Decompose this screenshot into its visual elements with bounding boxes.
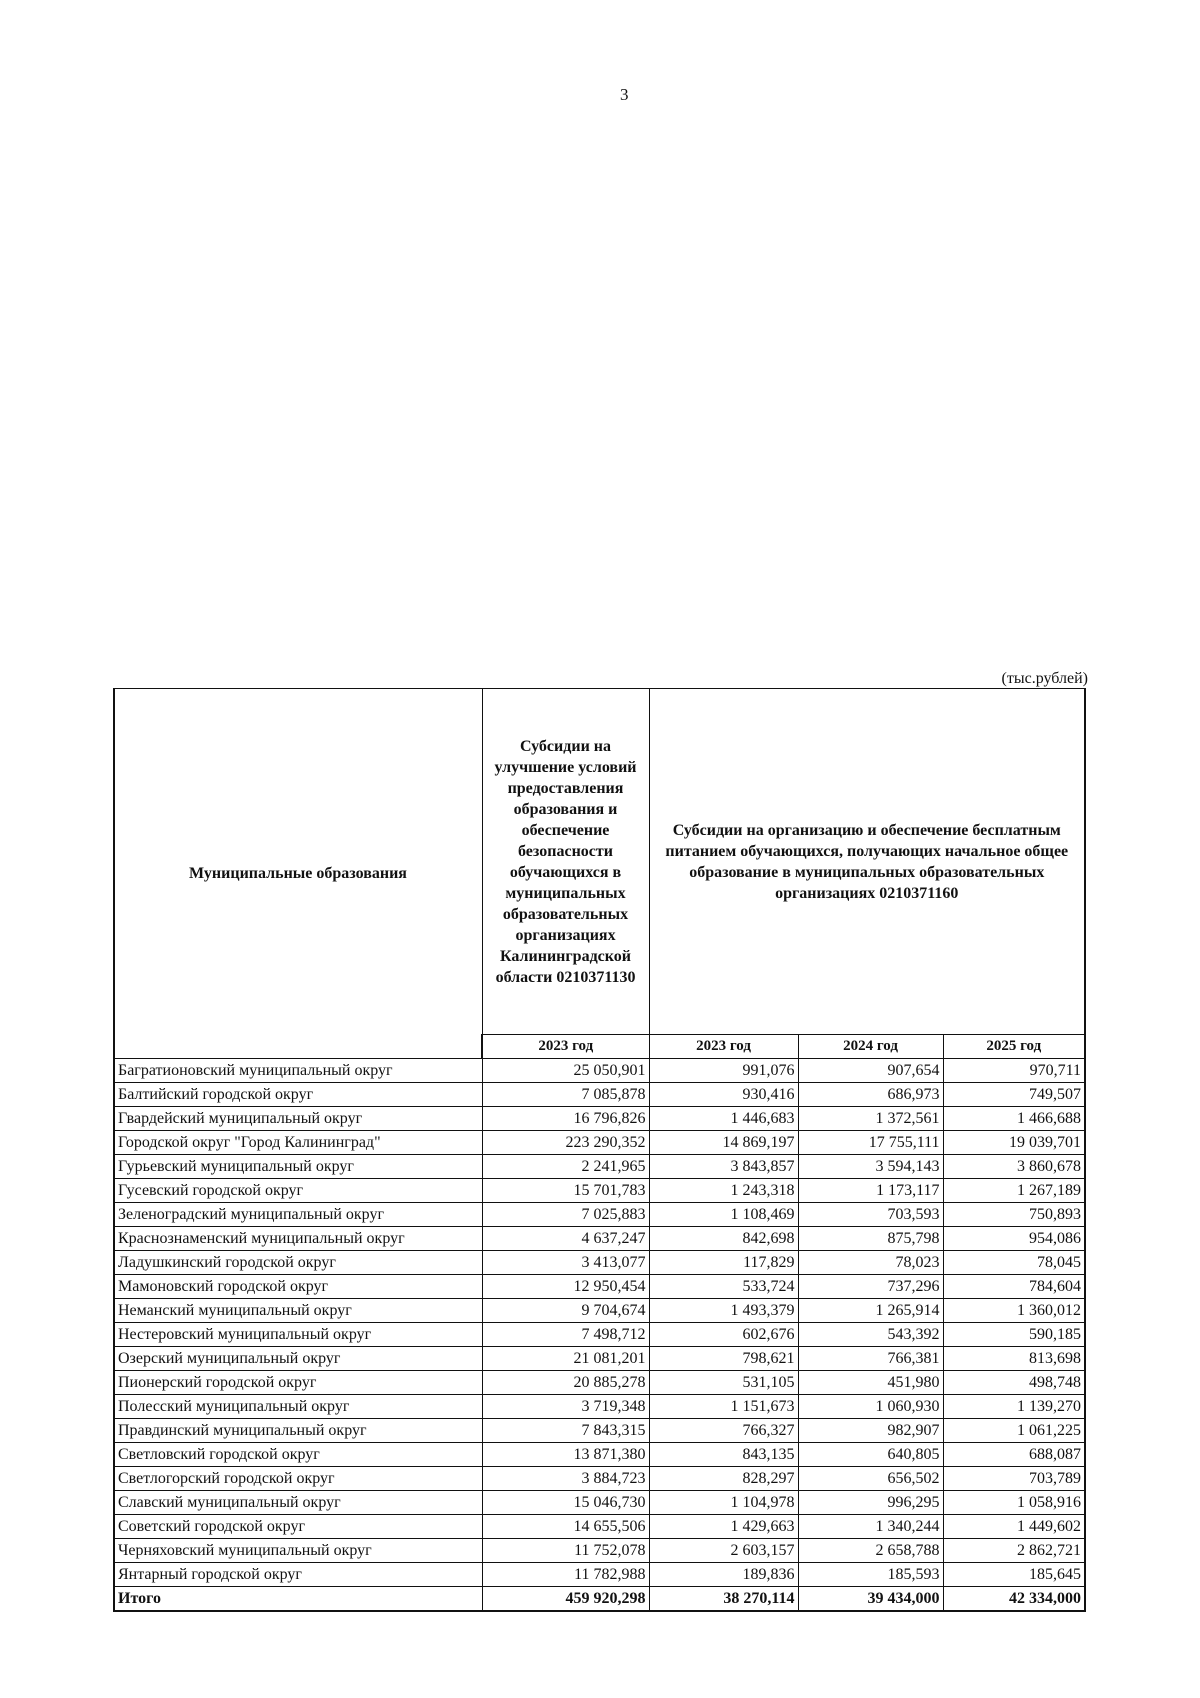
safety-2023-cell: 11 752,078 xyxy=(482,1539,649,1563)
meals-2023-cell: 2 603,157 xyxy=(649,1539,798,1563)
meals-2024-cell: 982,907 xyxy=(798,1419,943,1443)
meals-2024-cell: 640,805 xyxy=(798,1443,943,1467)
meals-2024-cell: 1 340,244 xyxy=(798,1515,943,1539)
municipality-name: Озерский муниципальный округ xyxy=(114,1347,482,1371)
meals-2025-cell: 970,711 xyxy=(943,1059,1085,1083)
safety-2023-cell: 3 719,348 xyxy=(482,1395,649,1419)
meals-subsidy-header: Субсидии на организацию и обеспечение бесплатным питанием обучающихся, получающих начальное общее образование в муниципальных образовательных организациях 0210371160 xyxy=(649,689,1085,1035)
municipality-name: Советский городской округ xyxy=(114,1515,482,1539)
table-row xyxy=(114,1107,1085,1131)
table-row xyxy=(114,1203,1085,1227)
municipality-name: Правдинский муниципальный округ xyxy=(114,1419,482,1443)
municipality-name: Славский муниципальный округ xyxy=(114,1491,482,1515)
meals-2023-cell: 533,724 xyxy=(649,1275,798,1299)
meals-2025-cell: 1 267,189 xyxy=(943,1179,1085,1203)
table-row xyxy=(114,1395,1085,1419)
meals-2024-cell: 1 173,117 xyxy=(798,1179,943,1203)
subsidies-table xyxy=(113,688,1086,1612)
municipality-name: Ладушкинский городской округ xyxy=(114,1251,482,1275)
meals-2024-cell: 1 265,914 xyxy=(798,1299,943,1323)
municipality-name: Светловский городской округ xyxy=(114,1443,482,1467)
meals-2025-cell: 2 862,721 xyxy=(943,1539,1085,1563)
total-row xyxy=(114,1587,1085,1612)
meals-2024-cell: 686,973 xyxy=(798,1083,943,1107)
meals-2024-cell: 1 060,930 xyxy=(798,1395,943,1419)
meals-2025-cell: 42 334,000 xyxy=(943,1587,1085,1612)
safety-2023-cell: 15 046,730 xyxy=(482,1491,649,1515)
municipality-name: Балтийский городской округ xyxy=(114,1083,482,1107)
safety-2023-cell: 7 025,883 xyxy=(482,1203,649,1227)
meals-2023-cell: 1 493,379 xyxy=(649,1299,798,1323)
year-header: 2023 год xyxy=(649,1035,798,1059)
safety-subsidy-header: Субсидии на улучшение условий предоставления образования и обеспечение безопасности обучающихся в муниципальных образовательных организациях Калининградской области 0210371130 xyxy=(482,689,649,1035)
municipality-name: Итого xyxy=(114,1587,482,1612)
safety-2023-cell: 7 498,712 xyxy=(482,1323,649,1347)
meals-2024-cell: 39 434,000 xyxy=(798,1587,943,1612)
meals-2023-cell: 189,836 xyxy=(649,1563,798,1587)
year-header: 2023 год xyxy=(482,1035,649,1059)
meals-2023-cell: 1 151,673 xyxy=(649,1395,798,1419)
table-row xyxy=(114,1083,1085,1107)
safety-2023-cell: 20 885,278 xyxy=(482,1371,649,1395)
meals-2025-cell: 1 449,602 xyxy=(943,1515,1085,1539)
table-row xyxy=(114,1443,1085,1467)
meals-2023-cell: 14 869,197 xyxy=(649,1131,798,1155)
meals-2024-cell: 703,593 xyxy=(798,1203,943,1227)
table-row xyxy=(114,1563,1085,1587)
meals-2023-cell: 3 843,857 xyxy=(649,1155,798,1179)
safety-2023-cell: 15 701,783 xyxy=(482,1179,649,1203)
municipality-name: Неманский муниципальный округ xyxy=(114,1299,482,1323)
meals-2025-cell: 78,045 xyxy=(943,1251,1085,1275)
table-row xyxy=(114,1491,1085,1515)
table-row xyxy=(114,1347,1085,1371)
meals-2024-cell: 543,392 xyxy=(798,1323,943,1347)
meals-2025-cell: 813,698 xyxy=(943,1347,1085,1371)
year-header: 2024 год xyxy=(798,1035,943,1059)
safety-2023-cell: 459 920,298 xyxy=(482,1587,649,1612)
meals-2025-cell: 688,087 xyxy=(943,1443,1085,1467)
table-row xyxy=(114,1227,1085,1251)
municipality-name: Гвардейский муниципальный округ xyxy=(114,1107,482,1131)
meals-2024-cell: 1 372,561 xyxy=(798,1107,943,1131)
meals-2023-cell: 828,297 xyxy=(649,1467,798,1491)
meals-2025-cell: 1 061,225 xyxy=(943,1419,1085,1443)
meals-2024-cell: 766,381 xyxy=(798,1347,943,1371)
table-row xyxy=(114,1179,1085,1203)
municipality-name: Полесский муниципальный округ xyxy=(114,1395,482,1419)
meals-2025-cell: 1 360,012 xyxy=(943,1299,1085,1323)
table-row xyxy=(114,1251,1085,1275)
meals-2025-cell: 750,893 xyxy=(943,1203,1085,1227)
unit-note: (тыс.рублей) xyxy=(1001,670,1088,687)
table-row xyxy=(114,1275,1085,1299)
municipality-name: Пионерский городской округ xyxy=(114,1371,482,1395)
municipality-name: Багратионовский муниципальный округ xyxy=(114,1059,482,1083)
meals-2023-cell: 1 446,683 xyxy=(649,1107,798,1131)
table-row xyxy=(114,1131,1085,1155)
table-row xyxy=(114,1515,1085,1539)
meals-2023-cell: 1 429,663 xyxy=(649,1515,798,1539)
header-row xyxy=(114,689,1085,1035)
meals-2023-cell: 766,327 xyxy=(649,1419,798,1443)
municipality-name: Черняховский муниципальный округ xyxy=(114,1539,482,1563)
municipality-name: Нестеровский муниципальный округ xyxy=(114,1323,482,1347)
table-row xyxy=(114,1419,1085,1443)
meals-2023-cell: 1 243,318 xyxy=(649,1179,798,1203)
table-row xyxy=(114,1059,1085,1083)
safety-2023-cell: 3 413,077 xyxy=(482,1251,649,1275)
meals-2024-cell: 78,023 xyxy=(798,1251,943,1275)
municipality-name: Зеленоградский муниципальный округ xyxy=(114,1203,482,1227)
safety-2023-cell: 12 950,454 xyxy=(482,1275,649,1299)
table-body xyxy=(114,1059,1085,1612)
safety-2023-cell: 13 871,380 xyxy=(482,1443,649,1467)
meals-2023-cell: 930,416 xyxy=(649,1083,798,1107)
meals-2023-cell: 531,105 xyxy=(649,1371,798,1395)
meals-2025-cell: 185,645 xyxy=(943,1563,1085,1587)
municipality-header: Муниципальные образования xyxy=(114,689,482,1059)
municipality-name: Янтарный городской округ xyxy=(114,1563,482,1587)
safety-2023-cell: 223 290,352 xyxy=(482,1131,649,1155)
safety-2023-cell: 21 081,201 xyxy=(482,1347,649,1371)
table-row xyxy=(114,1539,1085,1563)
municipality-name: Светлогорский городской округ xyxy=(114,1467,482,1491)
safety-2023-cell: 2 241,965 xyxy=(482,1155,649,1179)
safety-2023-cell: 7 085,878 xyxy=(482,1083,649,1107)
meals-2023-cell: 117,829 xyxy=(649,1251,798,1275)
page-number: 3 xyxy=(620,85,629,104)
meals-2025-cell: 19 039,701 xyxy=(943,1131,1085,1155)
meals-2025-cell: 749,507 xyxy=(943,1083,1085,1107)
safety-2023-cell: 4 637,247 xyxy=(482,1227,649,1251)
meals-2025-cell: 590,185 xyxy=(943,1323,1085,1347)
safety-2023-cell: 3 884,723 xyxy=(482,1467,649,1491)
meals-2025-cell: 1 058,916 xyxy=(943,1491,1085,1515)
meals-2024-cell: 2 658,788 xyxy=(798,1539,943,1563)
table-row xyxy=(114,1155,1085,1179)
meals-2023-cell: 1 104,978 xyxy=(649,1491,798,1515)
safety-2023-cell: 11 782,988 xyxy=(482,1563,649,1587)
meals-2023-cell: 38 270,114 xyxy=(649,1587,798,1612)
safety-2023-cell: 7 843,315 xyxy=(482,1419,649,1443)
year-header: 2025 год xyxy=(943,1035,1085,1059)
table-row xyxy=(114,1323,1085,1347)
meals-2024-cell: 3 594,143 xyxy=(798,1155,943,1179)
meals-2024-cell: 907,654 xyxy=(798,1059,943,1083)
meals-2025-cell: 1 139,270 xyxy=(943,1395,1085,1419)
meals-2023-cell: 991,076 xyxy=(649,1059,798,1083)
meals-2024-cell: 656,502 xyxy=(798,1467,943,1491)
municipality-name: Гурьевский муниципальный округ xyxy=(114,1155,482,1179)
municipality-name: Мамоновский городской округ xyxy=(114,1275,482,1299)
meals-2023-cell: 798,621 xyxy=(649,1347,798,1371)
meals-2024-cell: 17 755,111 xyxy=(798,1131,943,1155)
municipality-name: Краснознаменский муниципальный округ xyxy=(114,1227,482,1251)
meals-2025-cell: 703,789 xyxy=(943,1467,1085,1491)
safety-2023-cell: 9 704,674 xyxy=(482,1299,649,1323)
meals-2025-cell: 3 860,678 xyxy=(943,1155,1085,1179)
meals-2023-cell: 602,676 xyxy=(649,1323,798,1347)
meals-2023-cell: 842,698 xyxy=(649,1227,798,1251)
meals-2024-cell: 737,296 xyxy=(798,1275,943,1299)
meals-2024-cell: 451,980 xyxy=(798,1371,943,1395)
meals-2025-cell: 954,086 xyxy=(943,1227,1085,1251)
meals-2023-cell: 1 108,469 xyxy=(649,1203,798,1227)
municipality-name: Гусевский городской округ xyxy=(114,1179,482,1203)
safety-2023-cell: 25 050,901 xyxy=(482,1059,649,1083)
meals-2025-cell: 784,604 xyxy=(943,1275,1085,1299)
table-row xyxy=(114,1371,1085,1395)
safety-2023-cell: 16 796,826 xyxy=(482,1107,649,1131)
meals-2024-cell: 875,798 xyxy=(798,1227,943,1251)
meals-2024-cell: 996,295 xyxy=(798,1491,943,1515)
municipality-name: Городской округ "Город Калининград" xyxy=(114,1131,482,1155)
meals-2024-cell: 185,593 xyxy=(798,1563,943,1587)
table-row xyxy=(114,1467,1085,1491)
safety-2023-cell: 14 655,506 xyxy=(482,1515,649,1539)
meals-2025-cell: 1 466,688 xyxy=(943,1107,1085,1131)
table-row xyxy=(114,1299,1085,1323)
meals-2023-cell: 843,135 xyxy=(649,1443,798,1467)
meals-2025-cell: 498,748 xyxy=(943,1371,1085,1395)
